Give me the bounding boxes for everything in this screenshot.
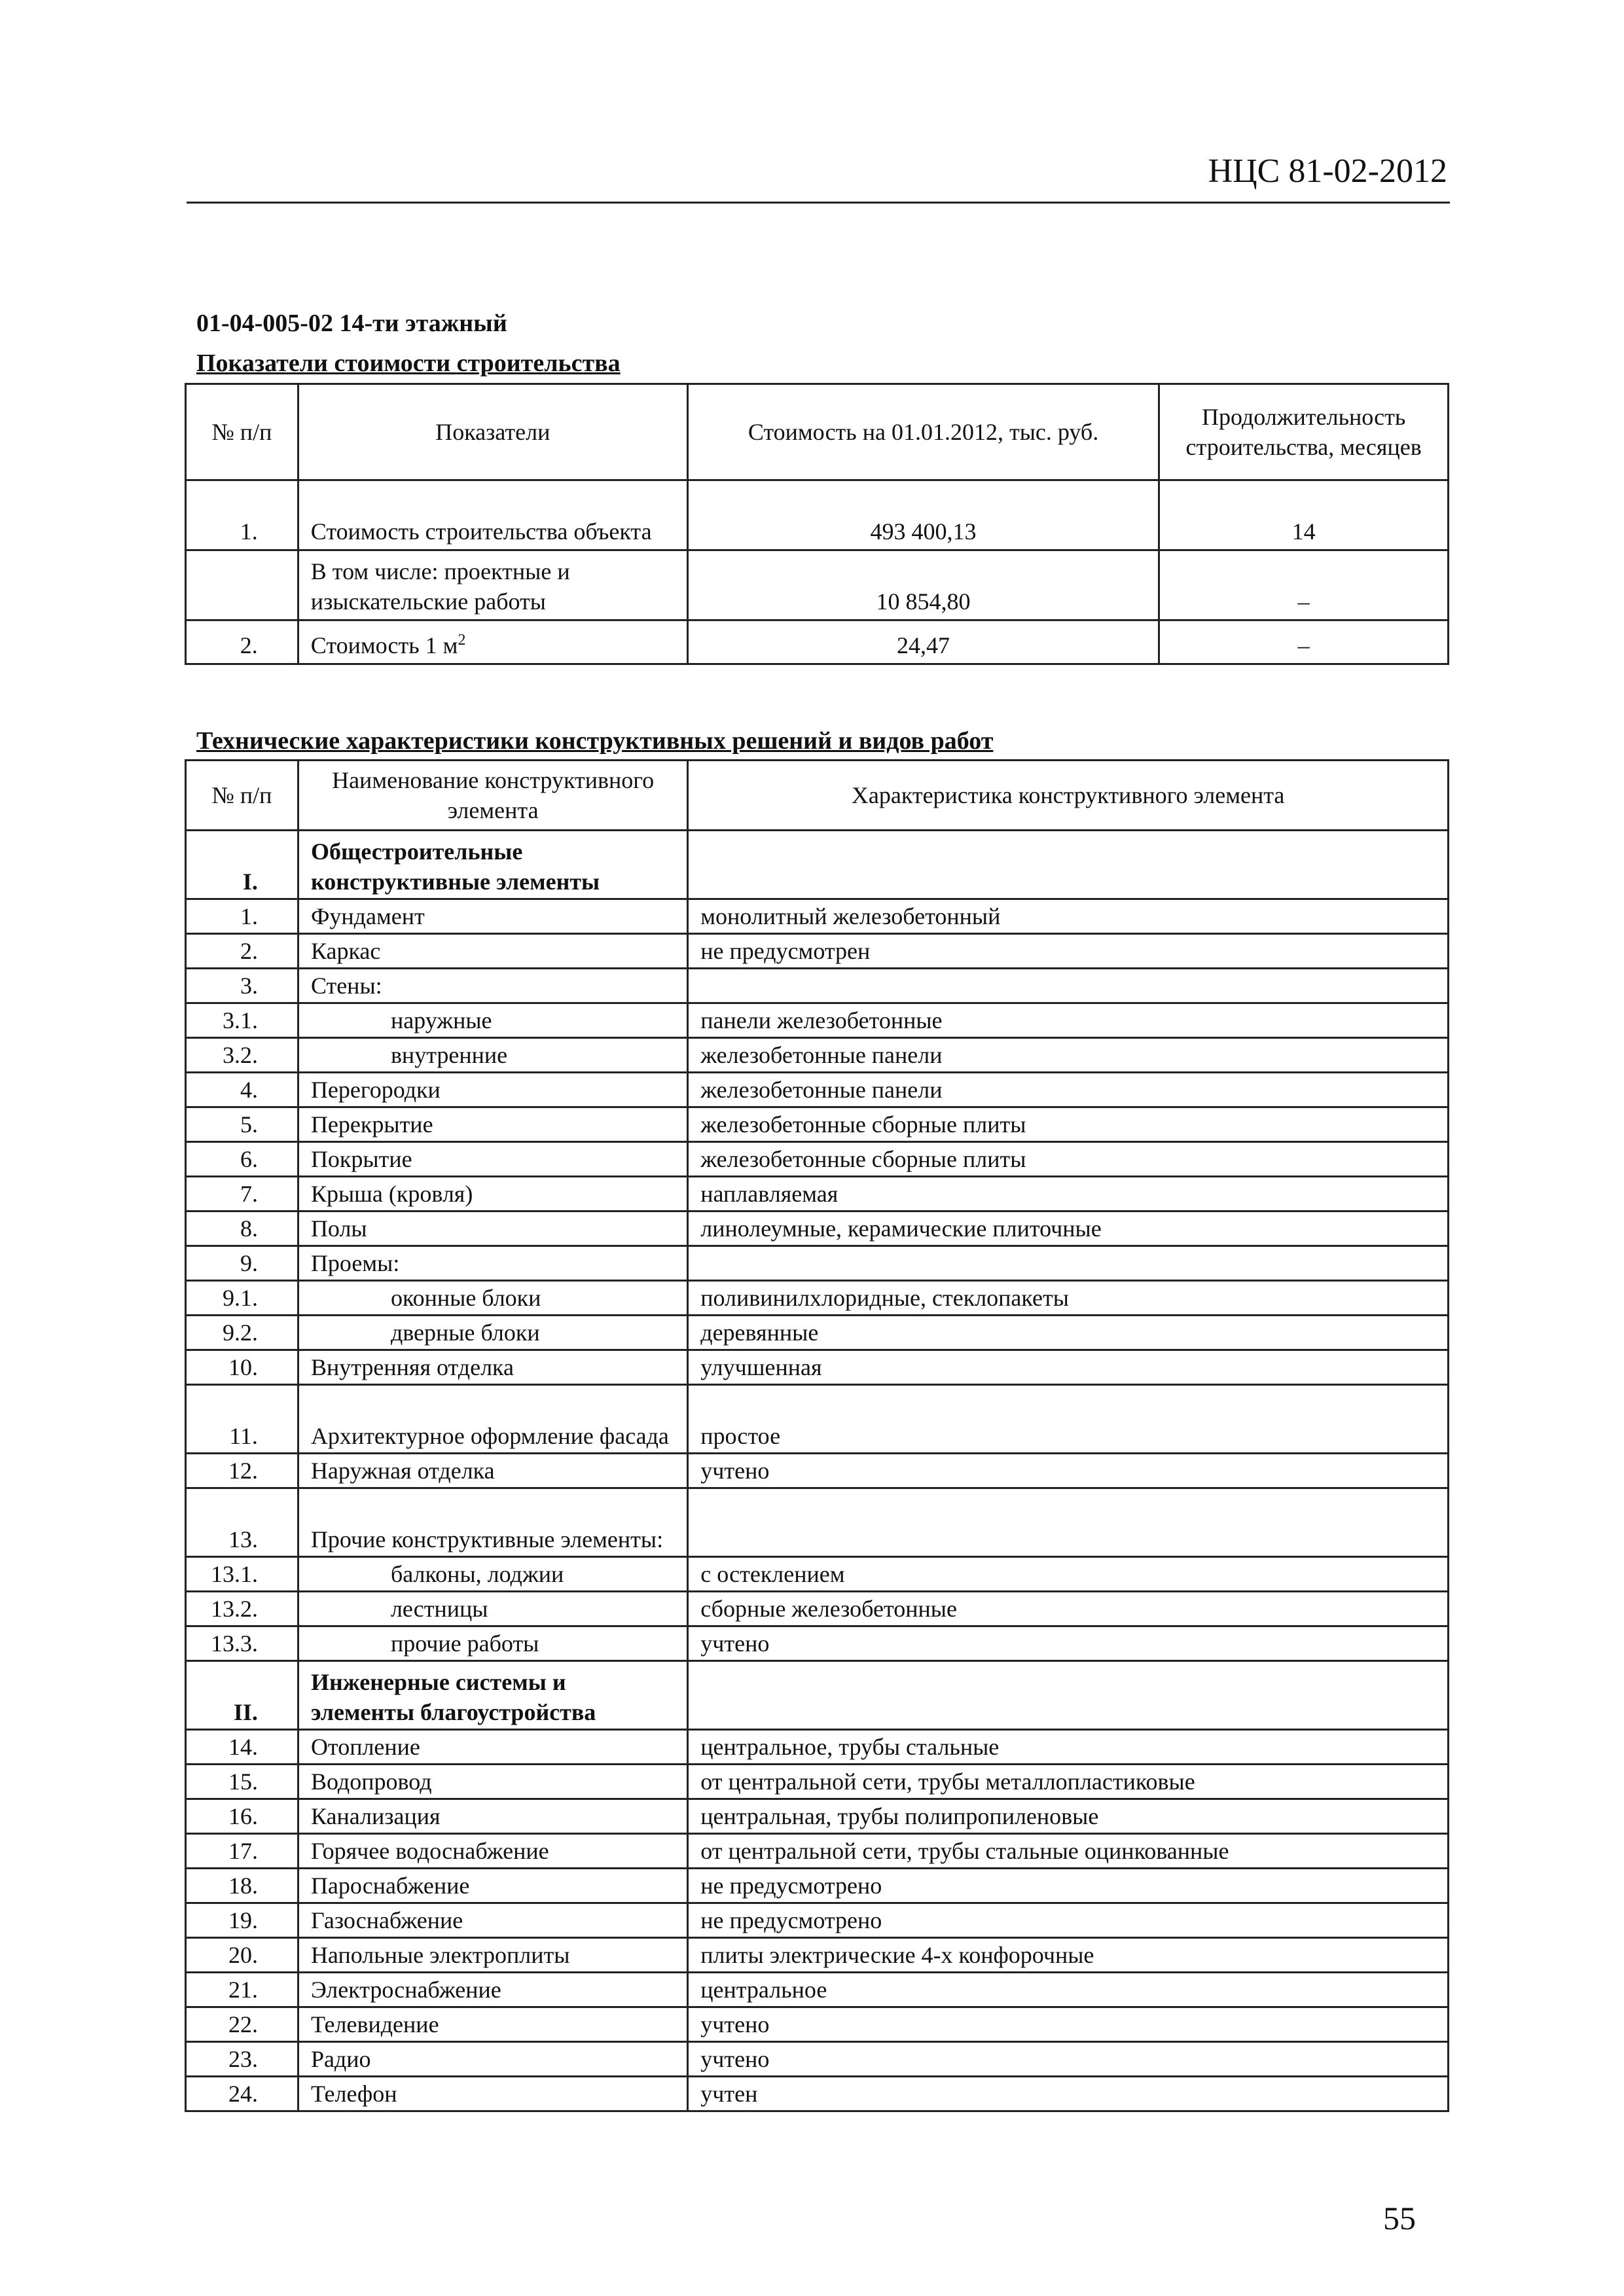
cost-table [185, 383, 1449, 665]
tech-table-header-row [186, 761, 1449, 831]
row-element-name: Покрытие [298, 1142, 687, 1177]
document-code: НЦС 81-02-2012 [1208, 152, 1447, 190]
tech-header-num: № п/п [186, 761, 298, 831]
table-row [186, 1073, 1449, 1107]
table-row [186, 550, 1449, 620]
row-characteristic: сборные железобетонные [688, 1592, 1449, 1626]
cost-header-num: № п/п [186, 384, 298, 480]
row-element-name: Газоснабжение [298, 1903, 687, 1938]
row-element-name: Общестроительные конструктивные элементы [298, 831, 687, 899]
row-num: 17. [186, 1834, 298, 1869]
row-characteristic: учтен [688, 2077, 1449, 2111]
row-num: 21. [186, 1973, 298, 2007]
row-num: 9.1. [186, 1281, 298, 1316]
row-element-name: дверные блоки [298, 1316, 687, 1350]
row-characteristic: улучшенная [688, 1350, 1449, 1385]
row-num: 13. [186, 1488, 298, 1557]
row-num: 18. [186, 1869, 298, 1903]
row-element-name: Телефон [298, 2077, 687, 2111]
section-code: 01-04-005-02 14-ти этажный [196, 310, 507, 337]
row-element-name: Перекрытие [298, 1107, 687, 1142]
row-num: 24. [186, 2077, 298, 2111]
tech-table-body [186, 831, 1449, 2111]
tech-header-element: Наименование конструктивного элемента [298, 761, 687, 831]
row-duration: – [1159, 550, 1449, 620]
table-row [186, 1765, 1449, 1799]
cost-table-caption: Показатели стоимости строительства [196, 350, 621, 377]
table-row [186, 1107, 1449, 1142]
row-characteristic: от центральной сети, трубы стальные оцинкованные [688, 1834, 1449, 1869]
cost-table-header-row [186, 384, 1449, 480]
row-num: 13.1. [186, 1557, 298, 1592]
row-num: 2. [186, 620, 298, 664]
row-characteristic: центральная, трубы полипропиленовые [688, 1799, 1449, 1834]
row-num: 1. [186, 899, 298, 934]
row-element-name: Напольные электроплиты [298, 1938, 687, 1973]
row-characteristic: не предусмотрено [688, 1869, 1449, 1903]
row-duration: 14 [1159, 480, 1449, 550]
table-row [186, 1454, 1449, 1488]
table-row [186, 1557, 1449, 1592]
table-row [186, 1592, 1449, 1626]
row-element-name: прочие работы [298, 1626, 687, 1661]
row-num: 12. [186, 1454, 298, 1488]
table-row [186, 1142, 1449, 1177]
table-row [186, 1350, 1449, 1385]
table-row [186, 2007, 1449, 2042]
row-characteristic: железобетонные сборные плиты [688, 1107, 1449, 1142]
row-num: II. [186, 1661, 298, 1730]
row-characteristic: линолеумные, керамические плиточные [688, 1211, 1449, 1246]
table-row [186, 1211, 1449, 1246]
row-element-name: Стены: [298, 969, 687, 1003]
page-number: 55 [1383, 2200, 1416, 2236]
row-element-name: Инженерные системы и элементы благоустройства [298, 1661, 687, 1730]
table-row [186, 2077, 1449, 2111]
row-characteristic: монолитный железобетонный [688, 899, 1449, 934]
row-characteristic: учтено [688, 1454, 1449, 1488]
row-num: 6. [186, 1142, 298, 1177]
row-num: 13.3. [186, 1626, 298, 1661]
row-name: В том числе: проектные и изыскательские работы [298, 550, 687, 620]
header-rule [187, 202, 1450, 204]
row-num: 15. [186, 1765, 298, 1799]
table-row [186, 1038, 1449, 1073]
tech-table [185, 759, 1449, 2112]
row-characteristic: железобетонные панели [688, 1038, 1449, 1073]
table-row [186, 899, 1449, 934]
table-row [186, 1177, 1449, 1211]
row-element-name: Каркас [298, 934, 687, 969]
row-characteristic [688, 831, 1449, 899]
row-cost: 10 854,80 [687, 550, 1159, 620]
table-row [186, 1799, 1449, 1834]
row-name: Стоимость строительства объекта [298, 480, 687, 550]
row-num: 16. [186, 1799, 298, 1834]
row-num: 19. [186, 1903, 298, 1938]
row-num: 20. [186, 1938, 298, 1973]
row-element-name: оконные блоки [298, 1281, 687, 1316]
table-row [186, 1003, 1449, 1038]
row-characteristic: центральное [688, 1973, 1449, 2007]
row-num: 13.2. [186, 1592, 298, 1626]
tech-table-caption: Технические характеристики конструктивных решений и видов работ [196, 727, 994, 755]
row-element-name: лестницы [298, 1592, 687, 1626]
row-characteristic: центральное, трубы стальные [688, 1730, 1449, 1765]
row-element-name: Водопровод [298, 1765, 687, 1799]
row-element-name: Фундамент [298, 899, 687, 934]
row-num: 3. [186, 969, 298, 1003]
row-num: 14. [186, 1730, 298, 1765]
row-element-name: Проемы: [298, 1246, 687, 1281]
table-row [186, 1903, 1449, 1938]
table-row [186, 1385, 1449, 1454]
cost-header-indicator: Показатели [298, 384, 687, 480]
row-characteristic: поливинилхлоридные, стеклопакеты [688, 1281, 1449, 1316]
row-characteristic [688, 969, 1449, 1003]
row-num: 3.2. [186, 1038, 298, 1073]
row-element-name: Канализация [298, 1799, 687, 1834]
table-row [186, 1316, 1449, 1350]
row-element-name: Прочие конструктивные элементы: [298, 1488, 687, 1557]
row-characteristic: простое [688, 1385, 1449, 1454]
table-row [186, 831, 1449, 899]
row-name-text: Стоимость 1 м [310, 632, 458, 658]
row-characteristic: с остеклением [688, 1557, 1449, 1592]
row-element-name: Наружная отделка [298, 1454, 687, 1488]
row-characteristic [688, 1661, 1449, 1730]
row-element-name: наружные [298, 1003, 687, 1038]
row-num: 3.1. [186, 1003, 298, 1038]
row-characteristic: деревянные [688, 1316, 1449, 1350]
row-num: I. [186, 831, 298, 899]
row-characteristic: панели железобетонные [688, 1003, 1449, 1038]
table-row [186, 1938, 1449, 1973]
row-characteristic: наплавляемая [688, 1177, 1449, 1211]
row-num: 9.2. [186, 1316, 298, 1350]
table-row [186, 1488, 1449, 1557]
row-element-name: Телевидение [298, 2007, 687, 2042]
row-characteristic: от центральной сети, трубы металлопластиковые [688, 1765, 1449, 1799]
table-row [186, 969, 1449, 1003]
row-num: 23. [186, 2042, 298, 2077]
row-element-name: балконы, лоджии [298, 1557, 687, 1592]
row-num: 7. [186, 1177, 298, 1211]
table-row [186, 1661, 1449, 1730]
row-characteristic [688, 1246, 1449, 1281]
row-num: 9. [186, 1246, 298, 1281]
row-num: 2. [186, 934, 298, 969]
row-element-name: внутренние [298, 1038, 687, 1073]
table-row [186, 1246, 1449, 1281]
cost-header-cost: Стоимость на 01.01.2012, тыс. руб. [687, 384, 1159, 480]
row-num: 11. [186, 1385, 298, 1454]
table-row [186, 2042, 1449, 2077]
row-num: 22. [186, 2007, 298, 2042]
table-row [186, 1626, 1449, 1661]
row-characteristic [688, 1488, 1449, 1557]
row-characteristic: учтено [688, 1626, 1449, 1661]
row-characteristic: учтено [688, 2007, 1449, 2042]
table-row [186, 480, 1449, 550]
row-num: 8. [186, 1211, 298, 1246]
row-num: 10. [186, 1350, 298, 1385]
table-row [186, 620, 1449, 664]
row-characteristic: железобетонные панели [688, 1073, 1449, 1107]
row-num: 5. [186, 1107, 298, 1142]
row-cost: 493 400,13 [687, 480, 1159, 550]
row-characteristic: плиты электрические 4-х конфорочные [688, 1938, 1449, 1973]
tech-header-characteristic: Характеристика конструктивного элемента [688, 761, 1449, 831]
row-element-name: Полы [298, 1211, 687, 1246]
row-element-name: Электроснабжение [298, 1973, 687, 2007]
row-element-name: Отопление [298, 1730, 687, 1765]
row-duration: – [1159, 620, 1449, 664]
row-num [186, 550, 298, 620]
row-element-name: Перегородки [298, 1073, 687, 1107]
row-characteristic: учтено [688, 2042, 1449, 2077]
row-element-name: Архитектурное оформление фасада [298, 1385, 687, 1454]
row-name [298, 620, 687, 664]
row-num: 4. [186, 1073, 298, 1107]
row-characteristic: не предусмотрено [688, 1903, 1449, 1938]
row-element-name: Крыша (кровля) [298, 1177, 687, 1211]
row-element-name: Горячее водоснабжение [298, 1834, 687, 1869]
row-cost: 24,47 [687, 620, 1159, 664]
table-row [186, 1730, 1449, 1765]
row-element-name: Внутренняя отделка [298, 1350, 687, 1385]
table-row [186, 1281, 1449, 1316]
row-characteristic: железобетонные сборные плиты [688, 1142, 1449, 1177]
cost-header-duration: Продолжительность строительства, месяцев [1159, 384, 1449, 480]
row-num: 1. [186, 480, 298, 550]
row-characteristic: не предусмотрен [688, 934, 1449, 969]
table-row [186, 934, 1449, 969]
row-element-name: Пароснабжение [298, 1869, 687, 1903]
row-element-name: Радио [298, 2042, 687, 2077]
table-row [186, 1834, 1449, 1869]
table-row [186, 1869, 1449, 1903]
table-row [186, 1973, 1449, 2007]
row-name-sup: 2 [458, 632, 466, 649]
